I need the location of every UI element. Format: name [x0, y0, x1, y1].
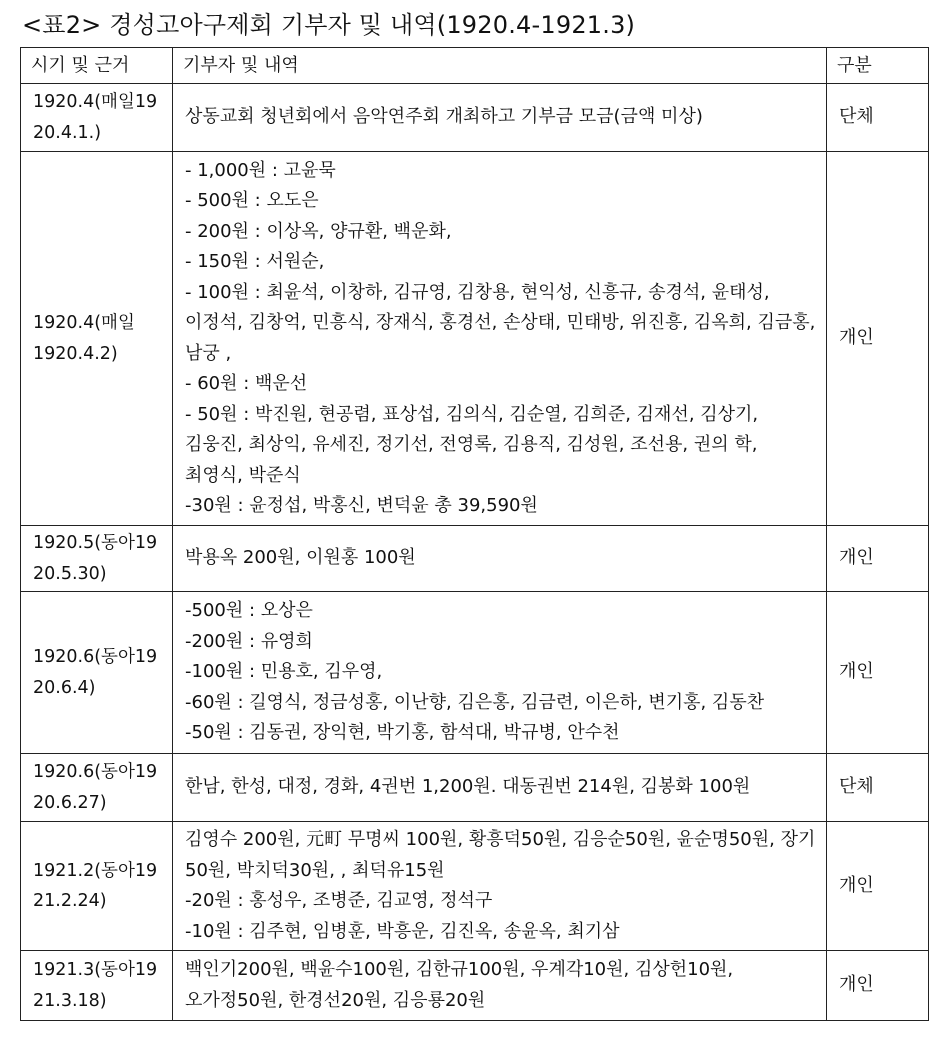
donor-detail-line: - 1,000원 : 고윤묵 [185, 159, 336, 181]
donor-detail-cell [173, 526, 827, 592]
table-row [21, 152, 929, 526]
donor-detail-line: - 150원 : 서원순, [185, 251, 325, 272]
type-cell: 단체 [827, 754, 929, 822]
type-cell: 개인 [827, 592, 929, 754]
column-header-donors: 기부자 및 내역 [173, 48, 827, 84]
donor-detail-line: -10원 : 김주현, 임병훈, 박흥운, 김진옥, 송윤옥, 최기삼 [185, 920, 620, 942]
donor-detail-line: 박용옥 200원, 이원홍 100원 [185, 547, 416, 569]
donor-detail-line: -100원 : 민용호, 김우영, [185, 661, 383, 683]
donor-detail-line: - 100원 : 최윤석, 이창하, 김규영, 김창용, 현익성, 신흥규, 송경석, 윤태성, 이정석, 김창억, 민흥식, 장재식, 홍경선, 손상태, 민태방, 위진흥, 김옥희, 김금홍, 남궁 , [185, 281, 816, 364]
column-header-period: 시기 및 근거 [21, 48, 173, 84]
donor-detail-line: -500원 : 오상은 [185, 600, 313, 622]
table-row [21, 754, 929, 822]
period-cell: 1920.5(동아1920.5.30) [21, 526, 173, 592]
table-row [21, 84, 929, 152]
donor-detail-line: -20원 : 홍성우, 조병준, 김교영, 정석구 [185, 890, 493, 911]
donor-detail-cell [173, 754, 827, 822]
type-cell: 개인 [827, 152, 929, 526]
donor-detail-line: - 500원 : 오도은 [185, 190, 319, 211]
table-row [21, 822, 929, 951]
donor-detail-line: -30원 : 윤정섭, 박홍신, 변덕윤 총 39,590원 [185, 495, 538, 516]
table-row [21, 526, 929, 592]
table-row [21, 951, 929, 1021]
donor-detail-line: 한남, 한성, 대정, 경화, 4권번 1,200원. 대동권번 214원, 김봉화 100원 [185, 776, 751, 798]
donor-detail-line: 김영수 200원, 元町 무명씨 100원, 황흥덕50원, 김응순50원, 윤순명50원, 장기 50원, 박치덕30원, , 최덕유15원 [185, 829, 816, 881]
table-header-row [21, 48, 929, 84]
donor-detail-line: - 200원 : 이상옥, 양규환, 백운화, [185, 220, 452, 242]
period-cell: 1920.6(동아1920.6.27) [21, 754, 173, 822]
donor-table [20, 47, 929, 1021]
donor-detail-line: -200원 : 유영희 [185, 630, 313, 652]
donor-detail-cell [173, 84, 827, 152]
period-cell: 1920.4(매일 1920.4.2) [21, 152, 173, 526]
donor-detail-cell [173, 152, 827, 526]
donor-detail-line: - 60원 : 백운선 [185, 373, 308, 394]
table-row [21, 592, 929, 754]
donor-detail-cell [173, 592, 827, 754]
donor-detail-cell [173, 951, 827, 1021]
donor-detail-line: -60원 : 길영식, 정금성홍, 이난향, 김은홍, 김금련, 이은하, 변기홍, 김동찬 -50원 : 김동권, 장익현, 박기홍, 함석대, 박규병, 안수천 [185, 691, 765, 744]
table-caption: <표2> 경성고아구제회 기부자 및 내역(1920.4-1921.3) [22, 11, 636, 39]
type-cell: 단체 [827, 84, 929, 152]
type-cell: 개인 [827, 526, 929, 592]
type-cell: 개인 [827, 822, 929, 951]
donor-detail-line: 상동교회 청년회에서 음악연주회 개최하고 기부금 모금(금액 미상) [185, 106, 703, 128]
donor-detail-line: - 50원 : 박진원, 현공렴, 표상섭, 김의식, 김순열, 김희준, 김재선, 김상기, 김웅진, 최상익, 유세진, 정기선, 전영록, 김용직, 김성원, 조선용, 권의 학, 최영식, 박준식 [185, 403, 759, 486]
period-cell: 1921.3(동아1921.3.18) [21, 951, 173, 1021]
type-cell: 개인 [827, 951, 929, 1021]
donor-detail-cell [173, 822, 827, 951]
donor-detail-line: 백인기200원, 백윤수100원, 김한규100원, 우계각10원, 김상헌10원, 오가정50원, 한경선20원, 김응룡20원 [185, 959, 734, 1011]
column-header-type: 구분 [827, 48, 929, 84]
period-cell: 1921.2(동아1921.2.24) [21, 822, 173, 951]
period-cell: 1920.4(매일1920.4.1.) [21, 84, 173, 152]
period-cell: 1920.6(동아1920.6.4) [21, 592, 173, 754]
